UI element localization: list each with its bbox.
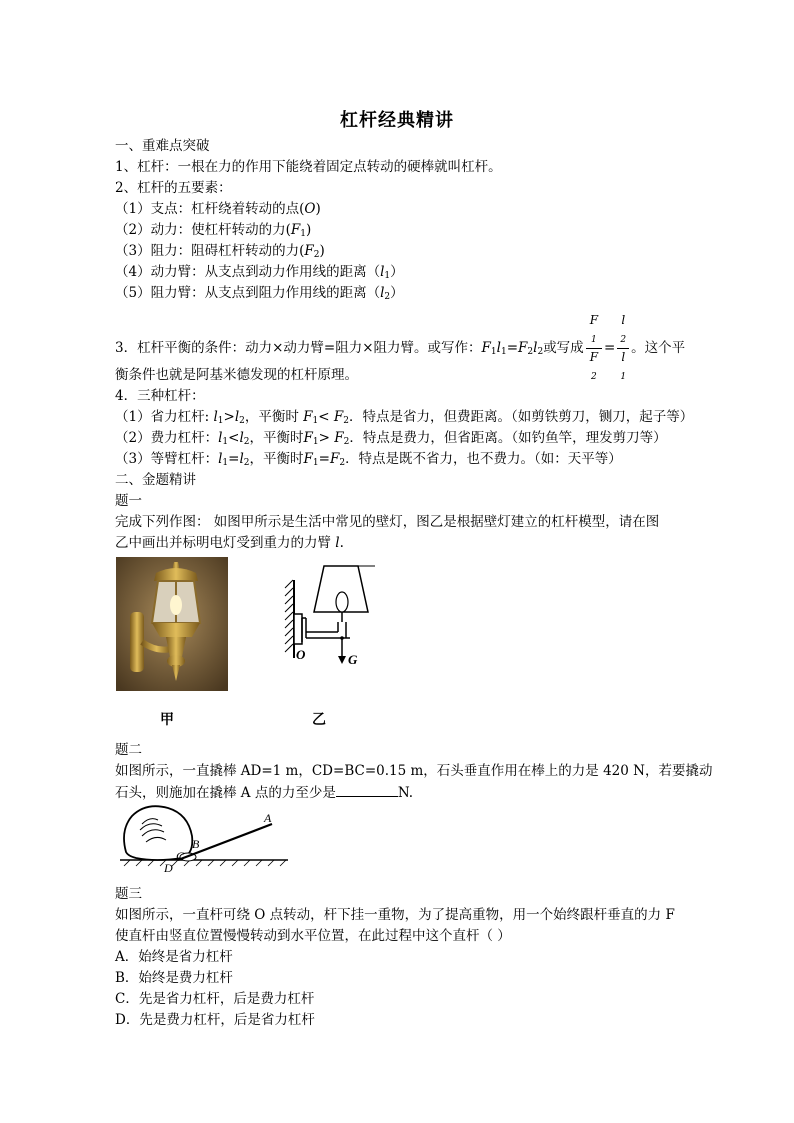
element-load-arm: （5）阻力臂：从支点到阻力作用线的距离$(l_2)$ bbox=[115, 285, 404, 302]
point-D-label: D bbox=[164, 861, 173, 875]
paragraph-five-elements: 2、杠杆的五要素： bbox=[115, 180, 232, 196]
section-heading-1: 一、重难点突破 bbox=[115, 138, 210, 154]
crowbar-rock-diagram bbox=[116, 800, 292, 876]
question-3-label: 题三 bbox=[115, 886, 142, 902]
point-C-label: C bbox=[176, 849, 185, 863]
option-c[interactable]: C．先是省力杠杆，后是费力杠杆 bbox=[115, 991, 315, 1007]
fraction-forces: F $_1$ F $_2$ bbox=[586, 312, 602, 385]
option-b[interactable]: B．始终是费力杠杆 bbox=[115, 970, 233, 986]
element-effort-arm: （4）动力臂：从支点到动力作用线的距离$(l_1)$ bbox=[115, 264, 404, 281]
paragraph-three-levers: 4．三种杠杆： bbox=[115, 388, 205, 404]
question-1-label: 题一 bbox=[115, 493, 142, 509]
element-fulcrum: （1）支点：杠杆绕着转动的点(O) bbox=[115, 201, 321, 217]
fraction-arms: l $_2$ l $_1$ bbox=[617, 312, 629, 385]
option-d[interactable]: D．先是费力杠杆，后是省力杠杆 bbox=[115, 1012, 315, 1028]
question-2-text-line2: 石头，则施加在撬棒 A 点的力至少是 N. bbox=[115, 782, 413, 803]
page-title: 杠杆经典精讲 bbox=[340, 110, 454, 131]
option-a[interactable]: A．始终是省力杠杆 bbox=[115, 949, 233, 965]
label-G: G bbox=[348, 652, 358, 667]
lever-type-1: （1）省力杠杆: $l_1>l_2$，平衡时 $F_1< F_2$．特点是省力，但费距离。（如剪铁剪刀，铡刀，起子等） bbox=[115, 409, 694, 426]
wall-lamp-photo bbox=[116, 557, 228, 691]
question-3-text-line1: 如图所示，一直杆可绕 O 点转动，杆下挂一重物，为了提高重物，用一个始终跟杆垂直的力 F bbox=[115, 907, 675, 923]
paragraph-lever-definition: 1、杠杆：一根在力的作用下能绕着固定点转动的硬棒就叫杠杆。 bbox=[115, 159, 502, 175]
question-1-text-line2: 乙中画出并标明电灯受到重力的力臂 l. bbox=[115, 535, 344, 551]
lever-type-3: （3）等臂杠杆：$l_1=l_2$，平衡时$F_1=F_2$．特点是既不省力，也不费力。（如：天平等） bbox=[115, 451, 622, 468]
figure-caption-yi: 乙 bbox=[312, 712, 326, 728]
figure-caption-jia: 甲 bbox=[160, 712, 174, 728]
element-load: （3）阻力：阻碍杠杆转动的力$(F_2)$ bbox=[115, 243, 325, 260]
question-3-text-line2: 使直杆由竖直位置慢慢转动到水平位置，在此过程中这个直杆（ ） bbox=[115, 928, 511, 944]
point-A-label: A bbox=[264, 811, 272, 825]
question-2-label: 题二 bbox=[115, 742, 142, 758]
point-B-label: B bbox=[192, 837, 200, 851]
section-heading-2: 二、金题精讲 bbox=[115, 472, 196, 488]
question-2-text-line1: 如图所示，一直撬棒 AD=1 m，CD=BC=0.15 m，石头垂直作用在棒上的力是 420 N，若要撬动 bbox=[115, 763, 713, 779]
question-1-text-line1: 完成下列作图： 如图甲所示是生活中常见的壁灯，图乙是根据壁灯建立的杠杆模型，请在图 bbox=[115, 514, 660, 530]
paragraph-archimedes: 衡条件也就是阿基米德发现的杠杆原理。 bbox=[115, 367, 358, 383]
paragraph-balance-condition: 3．杠杆平衡的条件：动力×动力臂=阻力×阻力臂。或写作：$F_1l_1=F_2l_2$或写成 F $_1$ F $_2$ = l $_2$ l $_1$ 。这个平 bbox=[115, 312, 685, 385]
lever-type-2: （2）费力杠杆：$l_1<l_2$，平衡时$F_1> F_2$．特点是费力，但省距离。（如钓鱼竿，理发剪刀等） bbox=[115, 430, 667, 447]
element-effort: （2）动力：使杠杆转动的力$(F_1)$ bbox=[115, 222, 312, 239]
answer-blank[interactable] bbox=[336, 782, 398, 797]
lamp-lever-model-diagram bbox=[282, 558, 382, 670]
label-O: O bbox=[296, 647, 306, 662]
